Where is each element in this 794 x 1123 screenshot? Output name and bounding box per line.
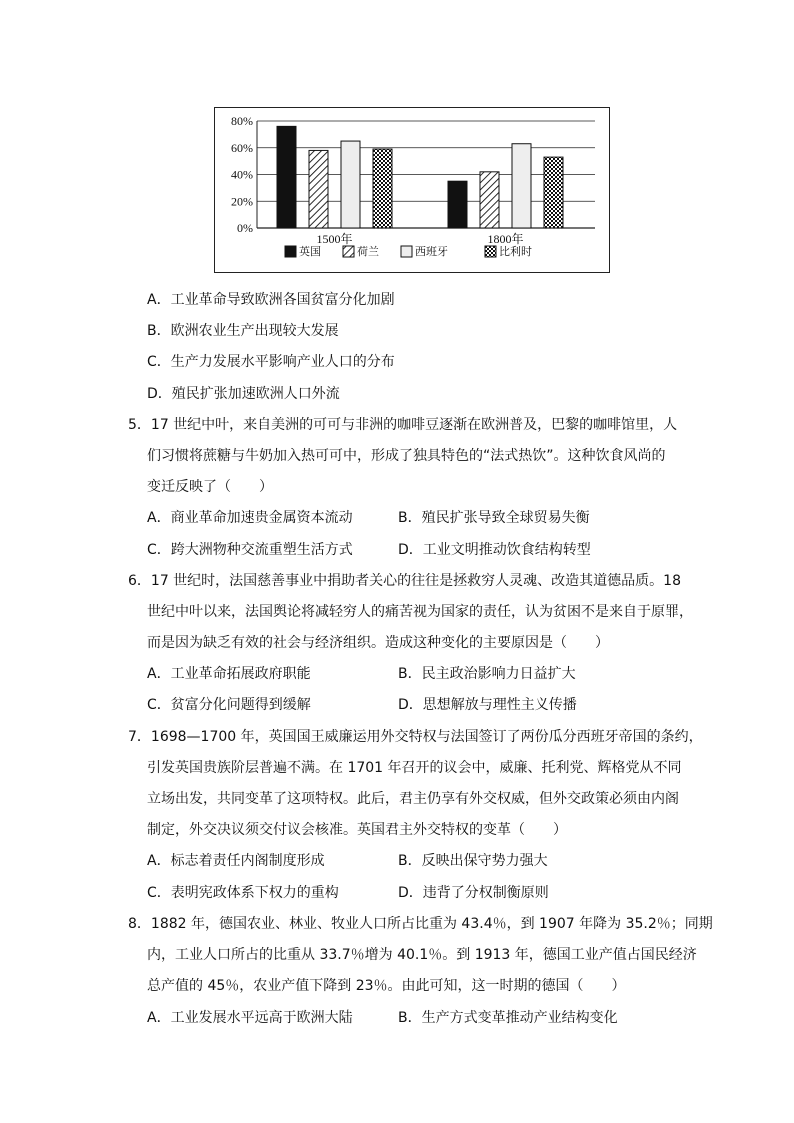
q7-stem-line-4: 制定，外交决议须交付议会核准。英国君主外交特权的变革（ ） <box>147 822 567 838</box>
q5-stem-line-3: 变迁反映了（ ） <box>147 479 273 495</box>
q4-option-c[interactable]: C．生产力发展水平影响产业人口的分布 <box>147 354 395 370</box>
bar <box>277 126 296 228</box>
q8-stem-line-3: 总产值的 45％，农业产值下降到 23％。由此可知，这一时期的德国（ ） <box>147 978 626 994</box>
y-tick-label: 20% <box>231 194 253 209</box>
y-tick-label: 80% <box>231 114 253 128</box>
q7-option-a[interactable]: A．标志着责任内阁制度形成 <box>147 853 325 869</box>
q6-stem-line-2: 世纪中叶以来，法国舆论将减轻穷人的痛苦视为国家的责任，认为贫困不是来自于原罪， <box>147 604 693 620</box>
y-tick-label: 60% <box>231 140 253 155</box>
q6-option-d[interactable]: D．思想解放与理性主义传播 <box>398 697 577 713</box>
bar <box>341 141 360 228</box>
q4-option-b[interactable]: B．欧洲农业生产出现较大发展 <box>147 323 339 339</box>
q6-option-c[interactable]: C．贫富分化问题得到缓解 <box>147 697 311 713</box>
legend-swatch <box>343 246 354 257</box>
y-tick-label: 0% <box>237 221 253 235</box>
q7-stem-line-1: 7．1698—1700 年，英国国王威廉运用外交特权与法国签订了两份瓜分西班牙帝国的条约， <box>128 729 703 745</box>
q6-option-b[interactable]: B．民主政治影响力日益扩大 <box>398 666 576 682</box>
legend-label: 比利时 <box>499 245 532 258</box>
q7-option-c[interactable]: C．表明宪政体系下权力的重构 <box>147 885 339 901</box>
bar-chart <box>214 107 610 273</box>
q7-stem-line-3: 立场出发，共同变革了这项特权。此后，君主仍享有外交权威，但外交政策必须由内阁 <box>147 791 679 807</box>
q7-stem-line-2: 引发英国贵族阶层普遍不满。在 1701 年召开的议会中，威廉、托利党、辉格党从不同 <box>147 760 682 776</box>
q6-stem-line-3: 而是因为缺乏有效的社会与经济组织。造成这种变化的主要原因是（ ） <box>147 635 609 651</box>
legend-label: 英国 <box>299 245 321 258</box>
q6-option-a[interactable]: A．工业革命拓展政府职能 <box>147 666 311 682</box>
bar <box>544 157 563 228</box>
q5-option-a[interactable]: A．商业革命加速贵金属资本流动 <box>147 510 353 526</box>
bar <box>448 181 467 228</box>
bar <box>309 150 328 228</box>
bar-chart-svg <box>215 108 611 274</box>
q5-stem-line-2: 们习惯将蔗糖与牛奶加入热可可中，形成了独具特色的“法式热饮”。这种饮食风尚的 <box>147 448 666 464</box>
bar <box>480 172 499 228</box>
q7-option-d[interactable]: D．违背了分权制衡原则 <box>398 885 549 901</box>
q5-option-b[interactable]: B．殖民扩张导致全球贸易失衡 <box>398 510 590 526</box>
q7-option-b[interactable]: B．反映出保守势力强大 <box>398 853 548 869</box>
q4-option-d[interactable]: D．殖民扩张加速欧洲人口外流 <box>147 386 340 402</box>
q5-stem-line-1: 5．17 世纪中叶，来自美洲的可可与非洲的咖啡豆逐渐在欧洲普及，巴黎的咖啡馆里，人 <box>128 417 678 433</box>
x-category-label: 1800年 <box>487 232 524 246</box>
legend-swatch <box>401 246 412 257</box>
x-category-label: 1500年 <box>316 232 353 246</box>
legend-label: 西班牙 <box>415 245 448 258</box>
q8-stem-line-2: 内，工业人口所占的比重从 33.7％增为 40.1％。到 1913 年，德国工业产值占国民经济 <box>147 947 697 963</box>
q8-option-a[interactable]: A．工业发展水平远高于欧洲大陆 <box>147 1010 353 1026</box>
q5-option-c[interactable]: C．跨大洲物种交流重塑生活方式 <box>147 542 353 558</box>
q8-option-b[interactable]: B．生产方式变革推动产业结构变化 <box>398 1010 618 1026</box>
q6-stem-line-1: 6．17 世纪时，法国慈善事业中捐助者关心的往往是拯救穷人灵魂、改造其道德品质。18 <box>128 573 681 589</box>
bar <box>373 149 392 228</box>
legend-swatch <box>485 246 496 257</box>
q4-option-a[interactable]: A．工业革命导致欧洲各国贫富分化加剧 <box>147 292 395 308</box>
q5-option-d[interactable]: D．工业文明推动饮食结构转型 <box>398 542 591 558</box>
q8-stem-line-1: 8．1882 年，德国农业、林业、牧业人口所占比重为 43.4％，到 1907 年降为 35.2％；同期 <box>128 916 713 932</box>
bar <box>512 144 531 228</box>
legend-swatch <box>285 246 296 257</box>
legend-label: 荷兰 <box>357 245 379 258</box>
y-tick-label: 40% <box>231 167 253 182</box>
